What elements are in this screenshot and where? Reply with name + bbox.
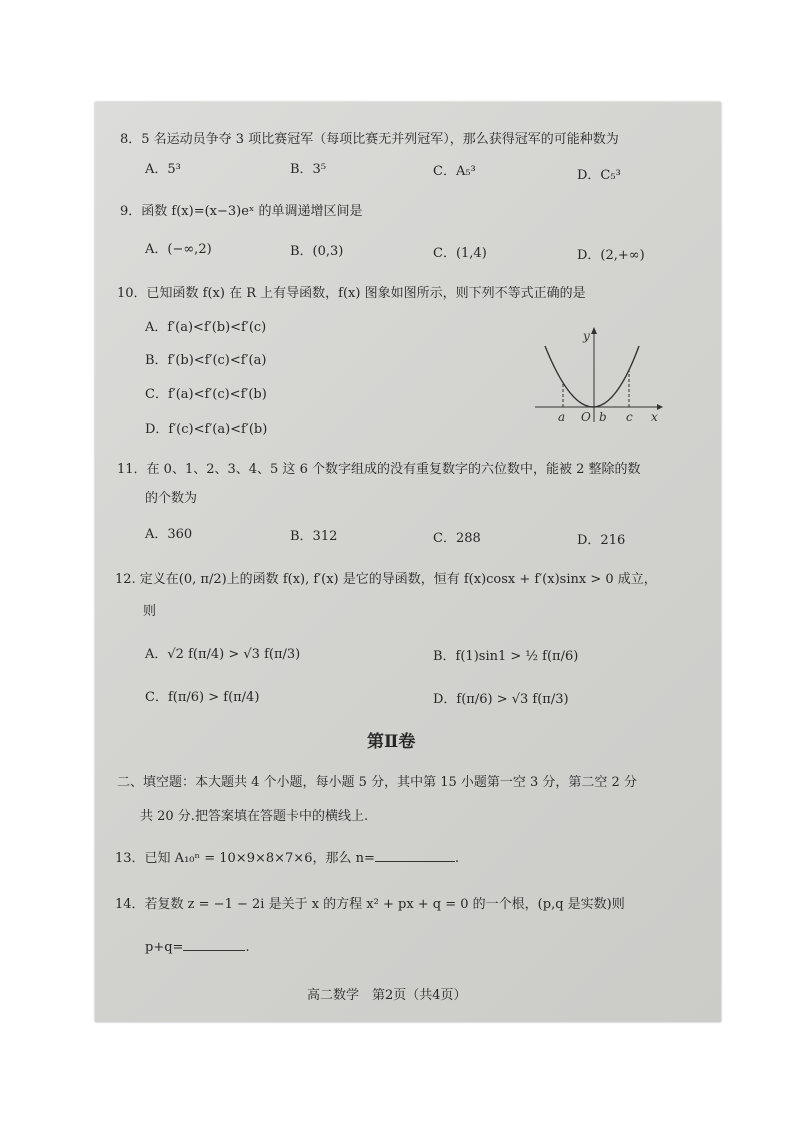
q9-option-d: D．(2,+∞) [577,248,645,263]
label-a: a [558,410,566,424]
q12-option-c: C．f(π/6) > f(π/4) [145,690,260,705]
parabola-curve [545,346,639,407]
question-11-stem-line2: 的个数为 [145,491,198,506]
q13-answer-blank [375,849,455,862]
label-origin: O [581,410,591,424]
q8-option-a: A．5³ [145,162,181,177]
fill-in-instructions-line2: 共 20 分.把答案填在答题卡中的横线上. [140,809,369,824]
question-14-answer [145,938,250,956]
question-8-stem: 8．5 名运动员争夺 3 项比赛冠军（每项比赛无并列冠军），那么获得冠军的可能种数为 [120,132,619,147]
y-axis-arrow-icon [591,327,597,334]
q14-answer-blank [183,938,245,951]
question-13 [115,849,459,867]
page-footer: 高二数学 第2页（共4页） [307,988,467,1003]
question-10-stem: 10．已知函数 f(x) 在 R 上有导函数，f(x) 图象如图所示，则下列不等式正确的是 [117,286,586,301]
part-two-title: 第Ⅱ卷 [367,732,416,752]
label-c: c [626,410,633,424]
label-y: y [583,329,590,343]
question-11-stem-line1: 11．在 0、1、2、3、4、5 这 6 个数字组成的没有重复数字的六位数中，能被 2 整除的数 [117,462,641,477]
q11-option-c: C．288 [433,531,481,546]
q12-option-b: B．f(1)sin1 > ½ f(π/6) [433,649,579,664]
label-b: b [599,410,607,424]
label-x: x [651,410,658,424]
q9-option-a: A．(−∞,2) [145,242,212,257]
question-13-stem: 13．已知 A₁₀ⁿ = 10×9×8×7×6，那么 n= [115,851,375,866]
question-12-stem-line2: 则 [143,604,157,619]
fill-in-instructions-line1: 二、填空题：本大题共 4 个小题，每小题 5 分，其中第 15 小题第一空 3 分，第二空 2 分 [117,775,637,790]
q10-function-graph [531,324,671,424]
q8-option-c: C．A₅³ [433,164,476,179]
x-axis-arrow-icon [657,404,663,410]
q13-period: . [454,851,460,866]
q14-period: . [245,940,250,955]
question-14-stem: 14．若复数 z = −1 − 2i 是关于 x 的方程 x² + px + q = 0 的一个根，(p,q 是实数)则 [115,897,625,912]
q10-option-a: A．f′(a)<f′(b)<f′(c) [145,320,267,335]
q10-option-c: C．f′(a)<f′(c)<f′(b) [145,387,267,402]
q11-option-b: B．312 [290,529,338,544]
q10-option-b: B．f′(b)<f′(c)<f′(a) [145,353,267,368]
q8-option-d: D．C₅³ [577,168,621,183]
q9-option-c: C．(1,4) [433,246,487,261]
q11-option-a: A．360 [145,527,193,542]
q10-option-d: D．f′(c)<f′(a)<f′(b) [145,422,268,437]
q11-option-d: D．216 [577,533,626,548]
question-9-stem: 9．函数 f(x)=(x−3)eˣ 的单调递增区间是 [120,204,363,219]
q12-option-d: D．f(π/6) > √3 f(π/3) [433,692,569,707]
q14-answer-prefix: p+q= [145,940,184,955]
exam-page [95,102,721,1022]
question-12-stem-line1: 12. 定义在(0, π/2)上的函数 f(x), f′(x) 是它的导函数，恒有 f(x)cosx + f′(x)sinx > 0 成立， [115,572,657,587]
q12-option-a: A．√2 f(π/4) > √3 f(π/3) [145,647,301,662]
q8-option-b: B．3⁵ [290,162,327,177]
q9-option-b: B．(0,3) [290,244,344,259]
